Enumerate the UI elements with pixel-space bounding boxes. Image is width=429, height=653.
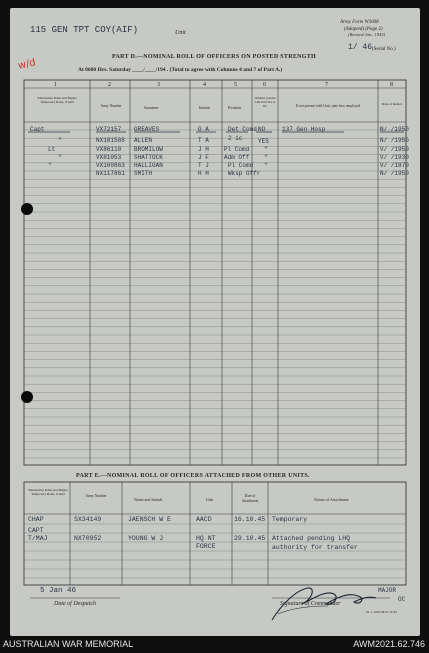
e-row-army-number: SX34149 (74, 516, 102, 523)
col-header-initials: Initials (199, 105, 211, 110)
e-row-rank: CAPT (28, 527, 44, 534)
e-row-date: 16.10.45 (234, 516, 266, 523)
row-rank: " (58, 137, 62, 144)
serial-label: (Serial No.) (372, 47, 396, 52)
row-rank: " (48, 162, 52, 169)
row-extra-number: NX117861 (96, 170, 125, 177)
row-army-number: VX100863 (96, 162, 125, 169)
e-row-army-number: NX70952 (74, 535, 102, 542)
commander-title: OC (398, 596, 406, 603)
row-rank: Lt (48, 146, 56, 153)
e-row-rank-2: T/MAJ (28, 535, 48, 542)
row-army-number: NX101508 (96, 137, 125, 144)
row-position: Pl Comd (224, 146, 250, 153)
row-rank: Capt (30, 126, 45, 133)
col-header-position: Position (228, 105, 242, 110)
row-initials: J H (198, 146, 209, 153)
e-row-nature: Temporary (272, 516, 308, 523)
row-return-date: V/ /1950 (380, 146, 409, 153)
despatch-label: Date of Despatch (54, 601, 96, 607)
row-absence: 137 Gen Hosp (282, 126, 326, 133)
form-number: Army Form W3008 (340, 20, 379, 25)
col-number: 6 (263, 82, 266, 88)
row-initials: T J (198, 162, 209, 169)
row-extra-ret: N/ /1950 (380, 170, 409, 177)
col-header-rank: Substantive Rank and Higher Temporary Rank, if held (37, 96, 77, 105)
col-number: 7 (325, 82, 328, 88)
row-surname: SHATTOCK (134, 154, 163, 161)
col-number: 5 (234, 82, 237, 88)
col-header-if-not-present: If not present with Unit, state how employed (295, 104, 361, 108)
col-header-surname: Surname (144, 105, 159, 110)
row-surname: HALLIGAN (134, 162, 163, 169)
caption-left: AUSTRALIAN WAR MEMORIAL (3, 639, 134, 649)
row-return-date: V/ /1870 (380, 162, 409, 169)
signature-label: Signature of Commander (280, 601, 341, 607)
row-rank: " (58, 154, 62, 161)
col-number: 8 (390, 82, 393, 88)
row-present: YES (258, 138, 269, 145)
row-position: Pl Comd (228, 162, 254, 169)
col-header-whether-present: Whether present with Unit Yes or No (254, 96, 276, 109)
row-present: " (264, 154, 268, 161)
e-row-unit: AACD (196, 516, 212, 523)
form-revised: (Revised Jan., 1943) (348, 32, 385, 37)
row-army-number: VX86110 (96, 146, 122, 153)
col-header-date-return: Date of Return (381, 102, 403, 106)
row-present: " (264, 162, 268, 169)
row-extra-surname: SMITH (134, 170, 153, 177)
despatch-date: 5 Jan 46 (40, 587, 77, 595)
row-present: " (264, 146, 268, 153)
row-initials: J F (198, 154, 209, 161)
row-initials: G A (198, 126, 209, 133)
unit-name: 115 GEN TPT COY(AIF) (30, 25, 139, 35)
e-row-nature-2: authority for transfer (272, 544, 358, 551)
row-extra-initials: H H (198, 170, 209, 177)
row-return-date: N/ /1950 (380, 126, 409, 133)
row-return-date: N/ /1950 (380, 137, 409, 144)
row-position: Adm Off (224, 154, 250, 161)
row-position: 2 ic (228, 135, 243, 142)
commander-rank: MAJOR (378, 587, 397, 594)
row-surname: ALLEN (134, 137, 153, 144)
commander-signature (10, 8, 420, 636)
col-header-army-number: Army Number (100, 104, 122, 108)
row-present: NO (258, 126, 266, 133)
e-row-date: 29.10.45 (234, 535, 266, 542)
part-d-subtitle: At 0600 Hrs. Saturday ____/____/194 . (Total to agree with Columns 4 and 7 of Part A.) (78, 67, 283, 73)
col-number: 2 (108, 82, 111, 88)
e-col-header-name: Name and Initials (134, 497, 163, 502)
e-col-header-army-number: Army Number (85, 494, 107, 498)
row-surname: GREAVES (134, 126, 160, 133)
caption-right: AWM2021.62.746 (353, 639, 425, 649)
e-col-header-date: Date of Attachment (241, 494, 259, 503)
e-col-header-rank: Substantive Rank and Higher Temporary Rank, if held (28, 488, 68, 497)
e-col-header-nature: Nature of Attachment (314, 497, 349, 502)
row-surname: BROMILOW (134, 146, 163, 153)
unit-label: Unit (175, 30, 186, 36)
red-annotation: w/d (16, 57, 37, 72)
part-e-title: PART E.—NOMINAL ROLL OF OFFICERS ATTACHED FROM OTHER UNITS. (76, 473, 310, 479)
document-sheet (10, 8, 420, 636)
e-row-rank: CHAP (28, 516, 44, 523)
e-row-unit-2: FORCE (196, 543, 216, 550)
form-adapted: (Adapted) (Page 2) (344, 27, 383, 32)
row-army-number: VX81053 (96, 154, 122, 161)
e-col-header-unit: Unit (206, 497, 214, 502)
row-initials: T A (198, 137, 209, 144)
row-army-number: VX72157 (96, 126, 122, 133)
col-number: 1 (54, 82, 57, 88)
row-position: Det Comd (228, 126, 257, 133)
serial-value: 1/ 46 (348, 43, 373, 52)
e-row-name: JAENSCH W E (128, 516, 171, 523)
e-row-unit: HQ NT (196, 535, 216, 542)
punch-hole (21, 203, 33, 215)
punch-hole (21, 391, 33, 403)
part-d-title: PART D.—NOMINAL ROLL OF OFFICERS ON POSTED STRENGTH (112, 54, 317, 60)
col-number: 4 (203, 82, 206, 88)
row-position-cont: Wksp Offr (228, 170, 261, 177)
printer-imprint: W. 1.1945 M.Sc. 8/43 (366, 610, 397, 614)
e-row-name: YOUNG W J (128, 535, 164, 542)
col-number: 3 (157, 82, 160, 88)
row-return-date: V/ /1930 (380, 154, 409, 161)
caption-bar (0, 636, 429, 653)
e-row-nature: Attached pending LHQ (272, 535, 351, 542)
